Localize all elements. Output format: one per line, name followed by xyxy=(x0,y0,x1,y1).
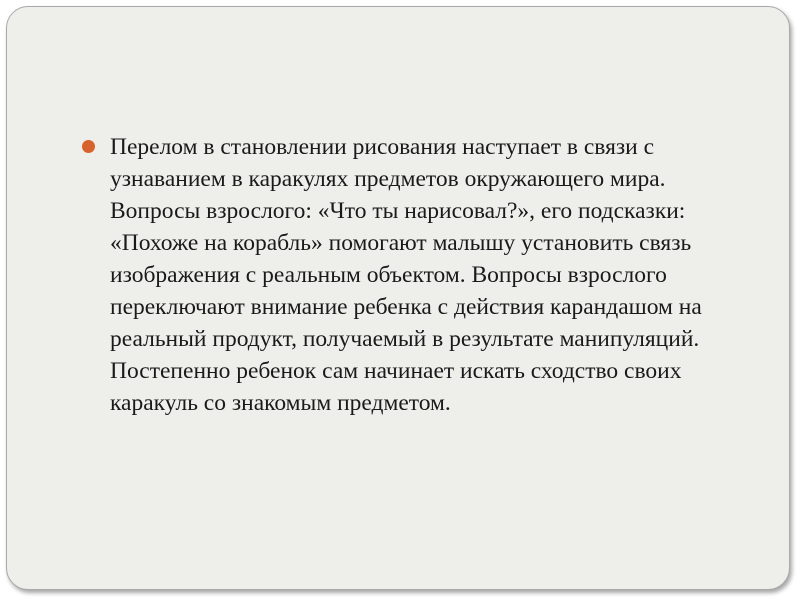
bullet-text: Перелом в становлении рисования наступает в связи с узнаванием в каракулях предметов окружающего мира. Вопросы взрослого: «Что ты нарисовал?», его подсказки: «Похоже на корабль» помогают малышу установить связь изображения с реальным объектом. Вопросы взрослого переключают внимание ребенка с действия карандашом на реальный продукт, получаемый в результате манипуляций. Постепенно ребенок сам начинает искать сходство своих каракуль со знакомым предметом. xyxy=(110,134,702,416)
bullet-item xyxy=(82,131,742,419)
slide-content xyxy=(82,131,742,419)
bullet-dot-icon xyxy=(82,140,95,153)
